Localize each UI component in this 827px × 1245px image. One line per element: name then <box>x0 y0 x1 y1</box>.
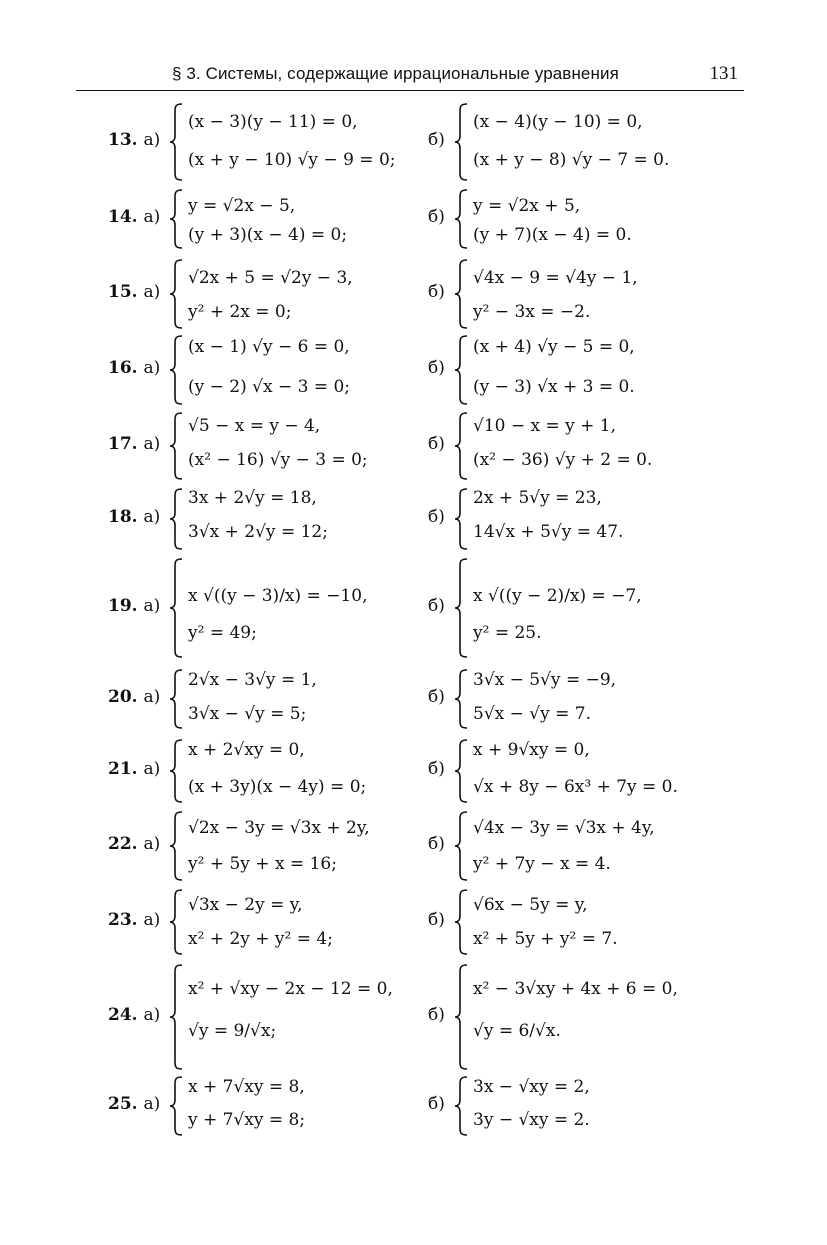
equation-line: x² + 2y + y² = 4; <box>188 929 333 949</box>
part-b-label: б) <box>428 910 445 930</box>
part-b-label: б) <box>428 759 445 779</box>
problem-number: 16. а) <box>108 358 161 378</box>
equation-line: (x − 1) √y − 6 = 0, <box>188 337 350 357</box>
equation-line: x² + √xy − 2x − 12 = 0, <box>188 979 393 999</box>
brace-icon <box>168 811 184 881</box>
brace-icon <box>453 259 469 329</box>
brace-icon <box>453 558 469 658</box>
equation-line: (y − 2) √x − 3 = 0; <box>188 377 351 397</box>
equation-line: x² − 3√xy + 4x + 6 = 0, <box>473 979 678 999</box>
part-a-label: а) <box>143 834 161 854</box>
part-a-label: а) <box>143 282 161 302</box>
problem-number: 25. а) <box>108 1094 161 1114</box>
brace-icon <box>453 739 469 803</box>
running-header <box>76 62 744 91</box>
brace-icon <box>168 412 184 480</box>
equation-line: √2x − 3y = √3x + 2y, <box>188 818 370 838</box>
equation-line: (y − 3) √x + 3 = 0. <box>473 377 635 397</box>
equation-line: y² + 2x = 0; <box>188 302 292 322</box>
part-b-label: б) <box>428 130 445 150</box>
equation-line: √2x + 5 = √2y − 3, <box>188 268 353 288</box>
equation-line: y = √2x + 5, <box>473 196 581 216</box>
problem-number: 19. а) <box>108 596 161 616</box>
equation-line: 2√x − 3√y = 1, <box>188 670 317 690</box>
equation-line: (x² − 16) √y − 3 = 0; <box>188 450 368 470</box>
brace-icon <box>168 335 184 405</box>
part-a-label: а) <box>143 130 161 150</box>
problem-number: 14. а) <box>108 207 161 227</box>
equation-line: (y + 7)(x − 4) = 0. <box>473 225 632 245</box>
equation-line: √4x − 9 = √4y − 1, <box>473 268 638 288</box>
equation-line: 3√x − √y = 5; <box>188 704 307 724</box>
equation-line: 3x + 2√y = 18, <box>188 488 317 508</box>
equation-line: (x + y − 8) √y − 7 = 0. <box>473 150 670 170</box>
equation-line: (x + 3y)(x − 4y) = 0; <box>188 777 367 797</box>
part-b-label: б) <box>428 1094 445 1114</box>
equation-line: y² + 7y − x = 4. <box>473 854 611 874</box>
brace-icon <box>168 739 184 803</box>
equation-line: √10 − x = y + 1, <box>473 416 617 436</box>
page-number: 131 <box>709 63 738 84</box>
part-b-label: б) <box>428 1005 445 1025</box>
problem-number: 20. а) <box>108 687 161 707</box>
brace-icon <box>453 488 469 550</box>
equation-line: 3x − √xy = 2, <box>473 1077 590 1097</box>
problem-number: 17. а) <box>108 434 161 454</box>
problem-number: 18. а) <box>108 507 161 527</box>
problem-number: 21. а) <box>108 759 161 779</box>
brace-icon <box>168 1076 184 1136</box>
equation-line: (x² − 36) √y + 2 = 0. <box>473 450 653 470</box>
equation-line: (x + 4) √y − 5 = 0, <box>473 337 635 357</box>
equation-line: 5√x − √y = 7. <box>473 704 591 724</box>
brace-icon <box>453 103 469 181</box>
equation-line: 2x + 5√y = 23, <box>473 488 602 508</box>
part-a-label: а) <box>143 687 161 707</box>
brace-icon <box>453 412 469 480</box>
brace-icon <box>168 259 184 329</box>
part-a-label: а) <box>143 1094 161 1114</box>
brace-icon <box>453 335 469 405</box>
equation-line: 3√x − 5√y = −9, <box>473 670 617 690</box>
problem-number: 15. а) <box>108 282 161 302</box>
brace-icon <box>453 889 469 955</box>
equation-line: x + 9√xy = 0, <box>473 740 590 760</box>
equation-line: √4x − 3y = √3x + 4y, <box>473 818 655 838</box>
equation-line: y² + 5y + x = 16; <box>188 854 337 874</box>
equation-line: x √((y − 2)/x) = −7, <box>473 586 642 606</box>
part-b-label: б) <box>428 834 445 854</box>
brace-icon <box>168 889 184 955</box>
equation-line: √5 − x = y − 4, <box>188 416 321 436</box>
equation-line: √x + 8y − 6x³ + 7y = 0. <box>473 777 678 797</box>
equation-line: √y = 6/√x. <box>473 1021 561 1041</box>
equation-line: (y + 3)(x − 4) = 0; <box>188 225 348 245</box>
problem-number: 24. а) <box>108 1005 161 1025</box>
part-b-label: б) <box>428 687 445 707</box>
brace-icon <box>453 811 469 881</box>
equation-line: y² = 25. <box>473 623 542 643</box>
brace-icon <box>453 964 469 1070</box>
equation-line: x √((y − 3)/x) = −10, <box>188 586 368 606</box>
brace-icon <box>168 558 184 658</box>
part-b-label: б) <box>428 207 445 227</box>
part-b-label: б) <box>428 596 445 616</box>
equation-line: 3√x + 2√y = 12; <box>188 522 328 542</box>
part-a-label: а) <box>143 596 161 616</box>
part-a-label: а) <box>143 1005 161 1025</box>
part-b-label: б) <box>428 507 445 527</box>
part-b-label: б) <box>428 358 445 378</box>
equation-line: √y = 9/√x; <box>188 1021 277 1041</box>
part-a-label: а) <box>143 358 161 378</box>
equation-line: y² = 49; <box>188 623 257 643</box>
equation-line: (x − 3)(y − 11) = 0, <box>188 112 358 132</box>
part-a-label: а) <box>143 910 161 930</box>
brace-icon <box>168 964 184 1070</box>
equation-line: y² − 3x = −2. <box>473 302 591 322</box>
part-b-label: б) <box>428 282 445 302</box>
equation-line: 14√x + 5√y = 47. <box>473 522 624 542</box>
equation-line: √3x − 2y = y, <box>188 895 303 915</box>
part-a-label: а) <box>143 434 161 454</box>
brace-icon <box>453 669 469 729</box>
equation-line: x + 2√xy = 0, <box>188 740 305 760</box>
part-a-label: а) <box>143 207 161 227</box>
equation-line: x + 7√xy = 8, <box>188 1077 305 1097</box>
part-a-label: а) <box>143 507 161 527</box>
part-b-label: б) <box>428 434 445 454</box>
problem-number: 23. а) <box>108 910 161 930</box>
section-title: § 3. Системы, содержащие иррациональные уравнения <box>172 64 619 83</box>
brace-icon <box>453 1076 469 1136</box>
brace-icon <box>168 103 184 181</box>
brace-icon <box>168 189 184 249</box>
equation-line: √6x − 5y = y, <box>473 895 588 915</box>
equation-line: y + 7√xy = 8; <box>188 1110 306 1130</box>
problem-number: 22. а) <box>108 834 161 854</box>
brace-icon <box>168 488 184 550</box>
equation-line: (x − 4)(y − 10) = 0, <box>473 112 643 132</box>
equation-line: y = √2x − 5, <box>188 196 296 216</box>
part-a-label: а) <box>143 759 161 779</box>
equation-line: (x + y − 10) √y − 9 = 0; <box>188 150 396 170</box>
brace-icon <box>168 669 184 729</box>
problem-number: 13. а) <box>108 130 161 150</box>
equation-line: x² + 5y + y² = 7. <box>473 929 618 949</box>
equation-line: 3y − √xy = 2. <box>473 1110 590 1130</box>
brace-icon <box>453 189 469 249</box>
